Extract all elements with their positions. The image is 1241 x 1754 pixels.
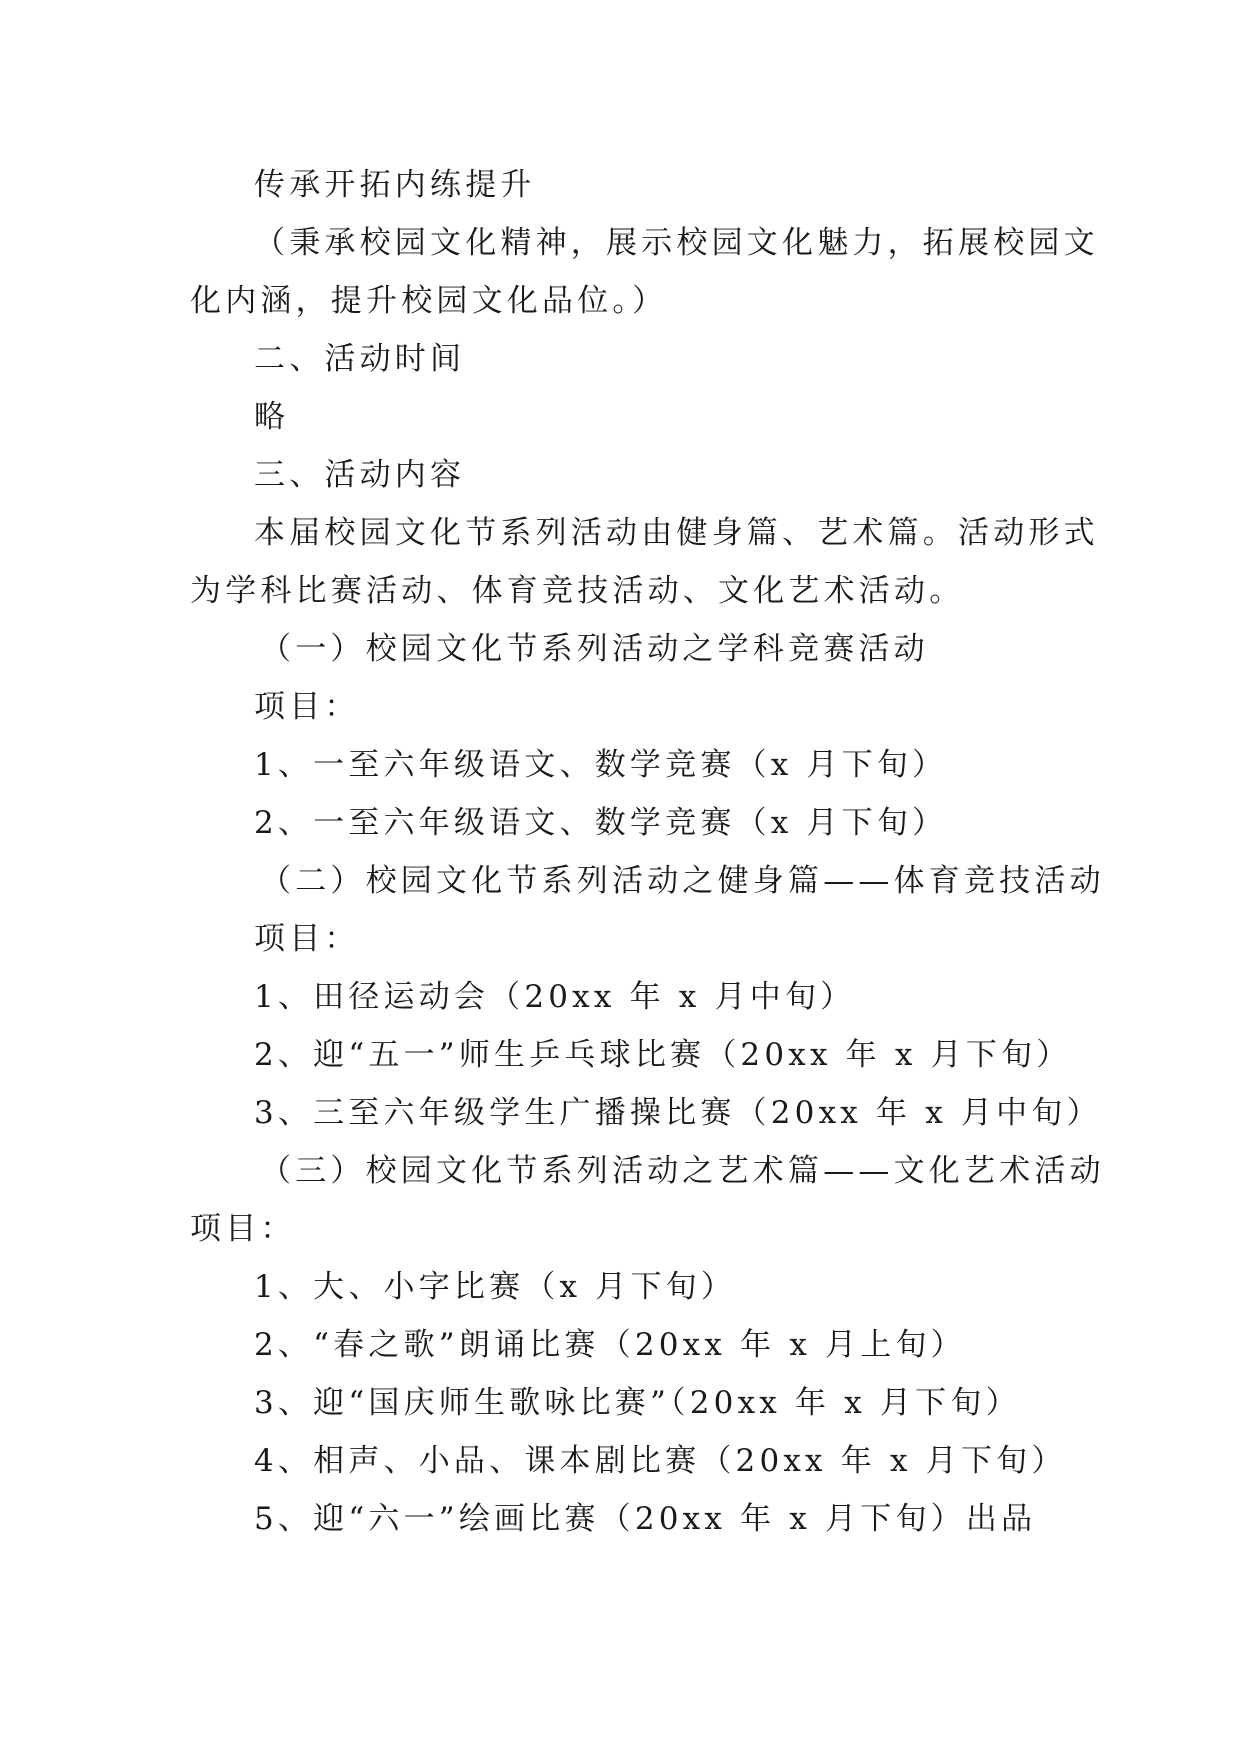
list-item: 3、迎“国庆师生歌咏比赛”（20xx 年 x 月下旬） bbox=[254, 1385, 1021, 1421]
list-item: 2、迎“五一”师生乒乓球比赛（20xx 年 x 月下旬） bbox=[254, 1037, 1072, 1073]
paragraph-line: 化内涵，提升校园文化品位。） bbox=[190, 283, 668, 319]
list-item: 5、迎“六一”绘画比赛（20xx 年 x 月下旬）出品 bbox=[254, 1501, 1037, 1537]
list-item: 1、一至六年级语文、数学竞赛（x 月下旬） bbox=[254, 747, 948, 783]
paragraph-line: 本届校园文化节系列活动由健身篇、艺术篇。活动形式 bbox=[254, 515, 1099, 551]
subsection-heading: （二）校园文化节系列活动之健身篇——体育竞技活动 bbox=[260, 863, 1105, 899]
subsection-heading: （一）校园文化节系列活动之学科竞赛活动 bbox=[260, 631, 929, 667]
list-label: 项目： bbox=[190, 1211, 296, 1247]
section-heading: 二、活动时间 bbox=[254, 341, 466, 377]
paragraph-line: （秉承校园文化精神，展示校园文化魅力，拓展校园文 bbox=[254, 225, 1099, 261]
subsection-heading: （三）校园文化节系列活动之艺术篇——文化艺术活动 bbox=[260, 1153, 1105, 1189]
section-heading: 三、活动内容 bbox=[254, 457, 466, 493]
list-label: 项目： bbox=[254, 689, 360, 725]
list-item: 1、田径运动会（20xx 年 x 月中旬） bbox=[254, 979, 856, 1015]
list-item: 3、三至六年级学生广播操比赛（20xx 年 x 月中旬） bbox=[254, 1095, 1102, 1131]
list-item: 2、一至六年级语文、数学竞赛（x 月下旬） bbox=[254, 805, 948, 841]
list-item: 1、大、小字比赛（x 月下旬） bbox=[254, 1269, 737, 1305]
motto-line: 传承开拓内练提升 bbox=[254, 167, 536, 203]
list-label: 项目： bbox=[254, 921, 360, 957]
list-item: 2、“春之歌”朗诵比赛（20xx 年 x 月上旬） bbox=[254, 1327, 966, 1363]
paragraph-line: 为学科比赛活动、体育竞技活动、文化艺术活动。 bbox=[190, 573, 965, 609]
list-item: 4、相声、小品、课本剧比赛（20xx 年 x 月下旬） bbox=[254, 1443, 1067, 1479]
paragraph-line: 略 bbox=[254, 399, 290, 435]
